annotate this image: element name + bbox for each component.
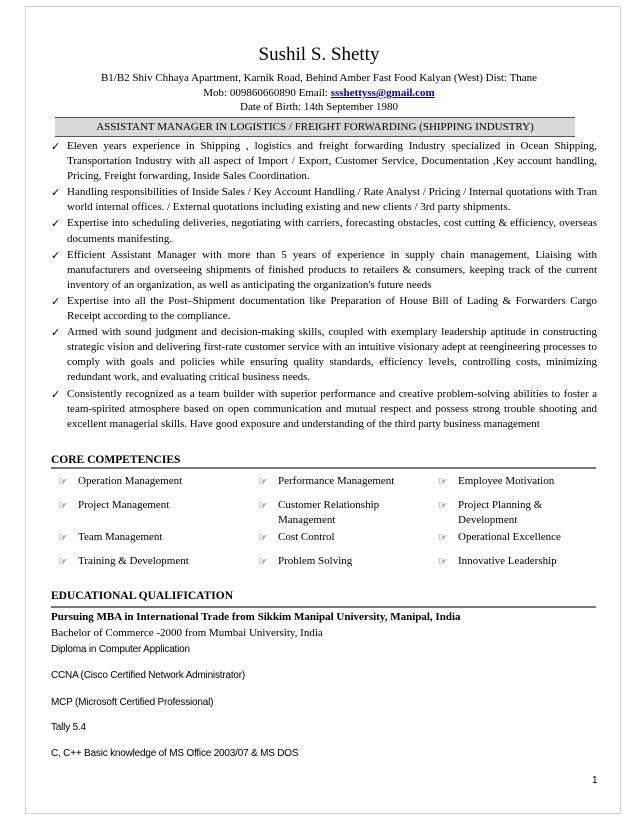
competency-item: ☞ Performance Management [258, 474, 438, 498]
education-heading: EDUCATIONAL QUALIFICATION [51, 590, 234, 602]
competency-item: ☞ Innovative Leadership [438, 554, 598, 574]
section-divider [51, 467, 596, 469]
bullet-item: ✓ Consistently recognized as a team builder with superior performance and creative problem-solving abilities to foster a team-spirited atmosphere based on open communication and mutual respect and possess strong trouble shooting and excellent managerial skills. Have good exposure and understanding of the third party business management [51, 387, 597, 430]
competency-item: ☞ Cost Control [258, 530, 438, 554]
competency-item: ☞ Operational Excellence [438, 530, 598, 554]
competency-item: ☞ Problem Solving [258, 554, 438, 574]
position-title-bar: ASSISTANT MANAGER IN LOGISTICS / FREIGHT FORWARDING (SHIPPING INDUSTRY) [55, 117, 575, 137]
section-divider [51, 606, 596, 608]
pointer-icon: ☞ [438, 499, 448, 512]
computer-skills-line: C, C++ Basic knowledge of MS Office 2003/07 & MS DOS [51, 748, 299, 759]
competency-row [58, 554, 598, 574]
pointer-icon: ☞ [258, 499, 268, 512]
bullet-item: ✓ Expertise into scheduling deliveries, negotiating with carriers, forecasting obstacles, cost cutting & efficiency, overseas documents manifesting. [51, 217, 597, 245]
checkmark-icon: ✓ [51, 294, 61, 308]
competency-row [58, 474, 598, 498]
competency-item: ☞ Training & Development [58, 554, 258, 574]
pointer-icon: ☞ [438, 475, 448, 488]
email-link[interactable]: ssshettyss@gmail.com [330, 87, 435, 99]
checkmark-icon: ✓ [51, 248, 61, 262]
competency-item: ☞ Employee Motivation [438, 474, 598, 498]
candidate-name: Sushil S. Shetty [258, 44, 380, 65]
contact-line [0, 86, 638, 100]
experience-bullets [51, 139, 597, 433]
competency-row [58, 498, 598, 530]
bullet-item: ✓ Handling responsibilities of Inside Sales / Key Account Handling / Rate Analyst / Pricing / Internal quotations with Tran world internal offices. / External quotations including existing and new clients / 3rd party shipments. [51, 186, 597, 214]
pointer-icon: ☞ [258, 531, 268, 544]
competencies-grid [58, 474, 598, 574]
checkmark-icon: ✓ [51, 326, 61, 340]
competency-item: ☞ Project Management [58, 498, 258, 530]
bullet-item: ✓ Expertise into all the Post–Shipment documentation like Preparation of House Bill of Lading & Forwarders Cargo Receipt according to the compliance. [51, 294, 597, 323]
mcp-line: MCP (Microsoft Certified Professional) [51, 697, 214, 708]
core-competencies-heading: CORE COMPETENCIES [51, 454, 181, 466]
checkmark-icon: ✓ [51, 387, 61, 401]
pointer-icon: ☞ [58, 555, 68, 568]
bullet-item: ✓ Armed with sound judgment and decision-making skills, coupled with exemplary leadership aptitude in constructing strategic vision and delivering first-rate customer service with an intuitive visionary adept at reengineering processes to comply with goals and policies while ensuring quality standards, efficiency levels, controlling costs, minimizing redundant work, and evaluating critical business needs. [51, 326, 597, 384]
bullet-item: ✓ Eleven years experience in Shipping , logistics and freight forwarding Industry specialized in Ocean Shipping, Transportation Industry with all aspect of Import / Export, Customer Service, Documentation ,Key account handling, Pricing, Freight forwarding, Inside Sales Coordination. [51, 140, 597, 183]
tally-line: Tally 5.4 [51, 722, 86, 733]
pointer-icon: ☞ [258, 555, 268, 568]
pointer-icon: ☞ [58, 475, 68, 488]
ccna-line: CCNA (Cisco Certified Network Administrator) [51, 670, 246, 681]
address-line: B1/B2 Shiv Chhaya Apartment, Karnik Road, Behind Amber Fast Food Kalyan (West) Dist: Thane [100, 72, 538, 84]
competency-item: ☞ Project Planning & Development [438, 498, 598, 530]
competency-item: ☞ Team Management [58, 530, 258, 554]
bcom-line: Bachelor of Commerce -2000 from Mumbai University, India [51, 627, 323, 639]
competency-item: ☞ Operation Management [58, 474, 258, 498]
page-number: 1 [592, 775, 598, 786]
pointer-icon: ☞ [258, 475, 268, 488]
competency-item: ☞ Customer Relationship Management [258, 498, 438, 530]
checkmark-icon: ✓ [51, 140, 61, 153]
mobile-text: Mob: 009860660890 Email: [203, 87, 331, 99]
pointer-icon: ☞ [58, 499, 68, 512]
bullet-item: ✓ Efficient Assistant Manager with more than 5 years of experience in supply chain management, Liaising with manufacturers and overseeing shipments of finished products to retailers & consumers, keeping track of the current inventory of an organization, as well as anticipating the organization's future needs [51, 248, 597, 291]
pointer-icon: ☞ [58, 531, 68, 544]
checkmark-icon: ✓ [51, 186, 61, 200]
checkmark-icon: ✓ [51, 217, 61, 231]
diploma-line: Diploma in Computer Application [51, 644, 190, 655]
pointer-icon: ☞ [438, 531, 448, 544]
pointer-icon: ☞ [438, 555, 448, 568]
mba-line: Pursuing MBA in International Trade from Sikkim Manipal University, Manipal, India [51, 611, 461, 623]
dob-line: Date of Birth: 14th September 1980 [240, 101, 398, 113]
competency-row [58, 530, 598, 554]
